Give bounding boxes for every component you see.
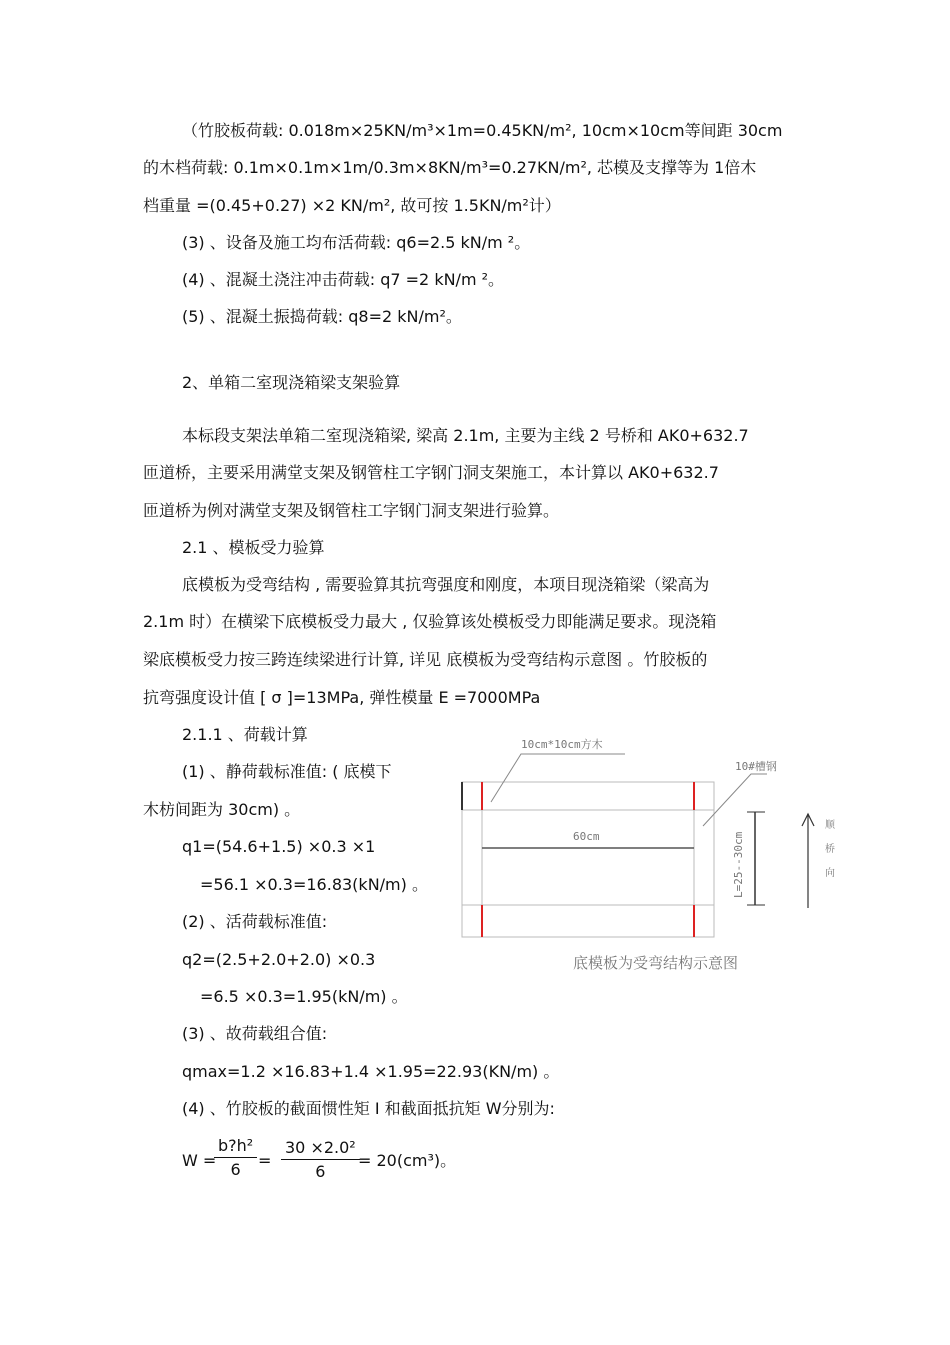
formula-fraction-2-numerator: 30 ×2.0² (281, 1138, 360, 1160)
calc-line: (1) 、静荷载标准值: ( 底模下 (182, 762, 392, 781)
diagram-caption: 底模板为受弯结构示意图 (573, 954, 739, 972)
calc-line: q1=(54.6+1.5) ×0.3 ×1 (182, 837, 376, 856)
section-heading-2-1: 2.1 、模板受力验算 (182, 538, 325, 557)
formula-fraction-1-denominator: 6 (230, 1160, 241, 1179)
formula-lhs: W = (182, 1151, 217, 1170)
calc-line: q2=(2.5+2.0+2.0) ×0.3 (182, 950, 376, 969)
calc-line: (2) 、活荷载标准值: (182, 912, 328, 931)
load-item-5: (5) 、混凝土振捣荷载: q8=2 kN/m²。 (182, 307, 462, 326)
paragraph-line: 档重量 =(0.45+0.27) ×2 KN/m², 故可按 1.5KN/m²计） (143, 196, 561, 215)
paragraph-line: 的木档荷载: 0.1m×0.1m×1m/0.3m×8KN/m³=0.27KN/m², 芯模及支撑等为 1倍木 (143, 158, 757, 177)
calc-line: qmax=1.2 ×16.83+1.4 ×1.95=22.93(KN/m) 。 (182, 1062, 560, 1081)
paragraph-line: 梁底模板受力按三跨连续梁进行计算, 详见 底模板为受弯结构示意图 。竹胶板的 (143, 650, 708, 669)
paragraph-line: 底模板为受弯结构 , 需要验算其抗弯强度和刚度，本项目现浇箱梁（梁高为 (182, 575, 710, 594)
formwork-diagram (455, 730, 850, 980)
calc-line: =6.5 ×0.3=1.95(kN/m) 。 (200, 987, 408, 1006)
formula-fraction-2-denominator: 6 (315, 1162, 326, 1181)
channel-label: 10#槽钢 (735, 760, 777, 773)
calc-line: =56.1 ×0.3=16.83(kN/m) 。 (200, 875, 428, 894)
formula-fraction-2 (281, 1138, 360, 1181)
timber-leader (491, 754, 625, 802)
calc-line: (3) 、故荷载组合值: (182, 1024, 328, 1043)
paragraph-line: （竹胶板荷载: 0.018m×25KN/m³×1m=0.45KN/m², 10cm×10cm等间距 30cm (182, 121, 783, 140)
load-item-4: (4) 、混凝土浇注冲击荷载: q7 =2 kN/m ²。 (182, 270, 505, 289)
paragraph-line: 2.1m 时）在横梁下底模板受力最大 , 仅验算该处模板受力即能满足要求。现浇箱 (143, 612, 717, 631)
span-label: 60cm (573, 830, 600, 843)
direction-label-1: 顺 (825, 820, 835, 831)
formula-equals: = (258, 1151, 272, 1170)
calc-line: (4) 、竹胶板的截面惯性矩 I 和截面抵抗矩 W分别为: (182, 1099, 555, 1118)
calc-line: 木枋间距为 30cm) 。 (143, 800, 301, 819)
paragraph-line: 匝道桥，主要采用满堂支架及钢管柱工字钢门洞支架施工，本计算以 AK0+632.7 (143, 463, 719, 482)
length-label: L=25--30cm (732, 831, 745, 898)
paragraph-line: 本标段支架法单箱二室现浇箱梁, 梁高 2.1m, 主要为主线 2 号桥和 AK0+632.7 (182, 426, 749, 445)
paragraph-line: 抗弯强度设计值 [ σ ]=13MPa, 弹性模量 E =7000MPa (143, 688, 541, 707)
formula-fraction-1 (214, 1136, 257, 1179)
paragraph-line: 匝道桥为例对满堂支架及钢管柱工字钢门洞支架进行验算。 (143, 501, 560, 520)
timber-label: 10cm*10cm方木 (521, 738, 603, 751)
section-heading-2-1-1: 2.1.1 、荷载计算 (182, 725, 308, 744)
direction-label-3: 向 (825, 868, 835, 879)
section-heading-2: 2、单箱二室现浇箱梁支架验算 (182, 373, 401, 392)
formula-rhs: = 20(cm³)。 (358, 1151, 457, 1170)
formula-fraction-1-numerator: b?h² (214, 1136, 257, 1158)
load-item-3: (3) 、设备及施工均布活荷载: q6=2.5 kN/m ²。 (182, 233, 531, 252)
diagram-frame (462, 782, 714, 937)
direction-label-2: 桥 (825, 844, 835, 855)
